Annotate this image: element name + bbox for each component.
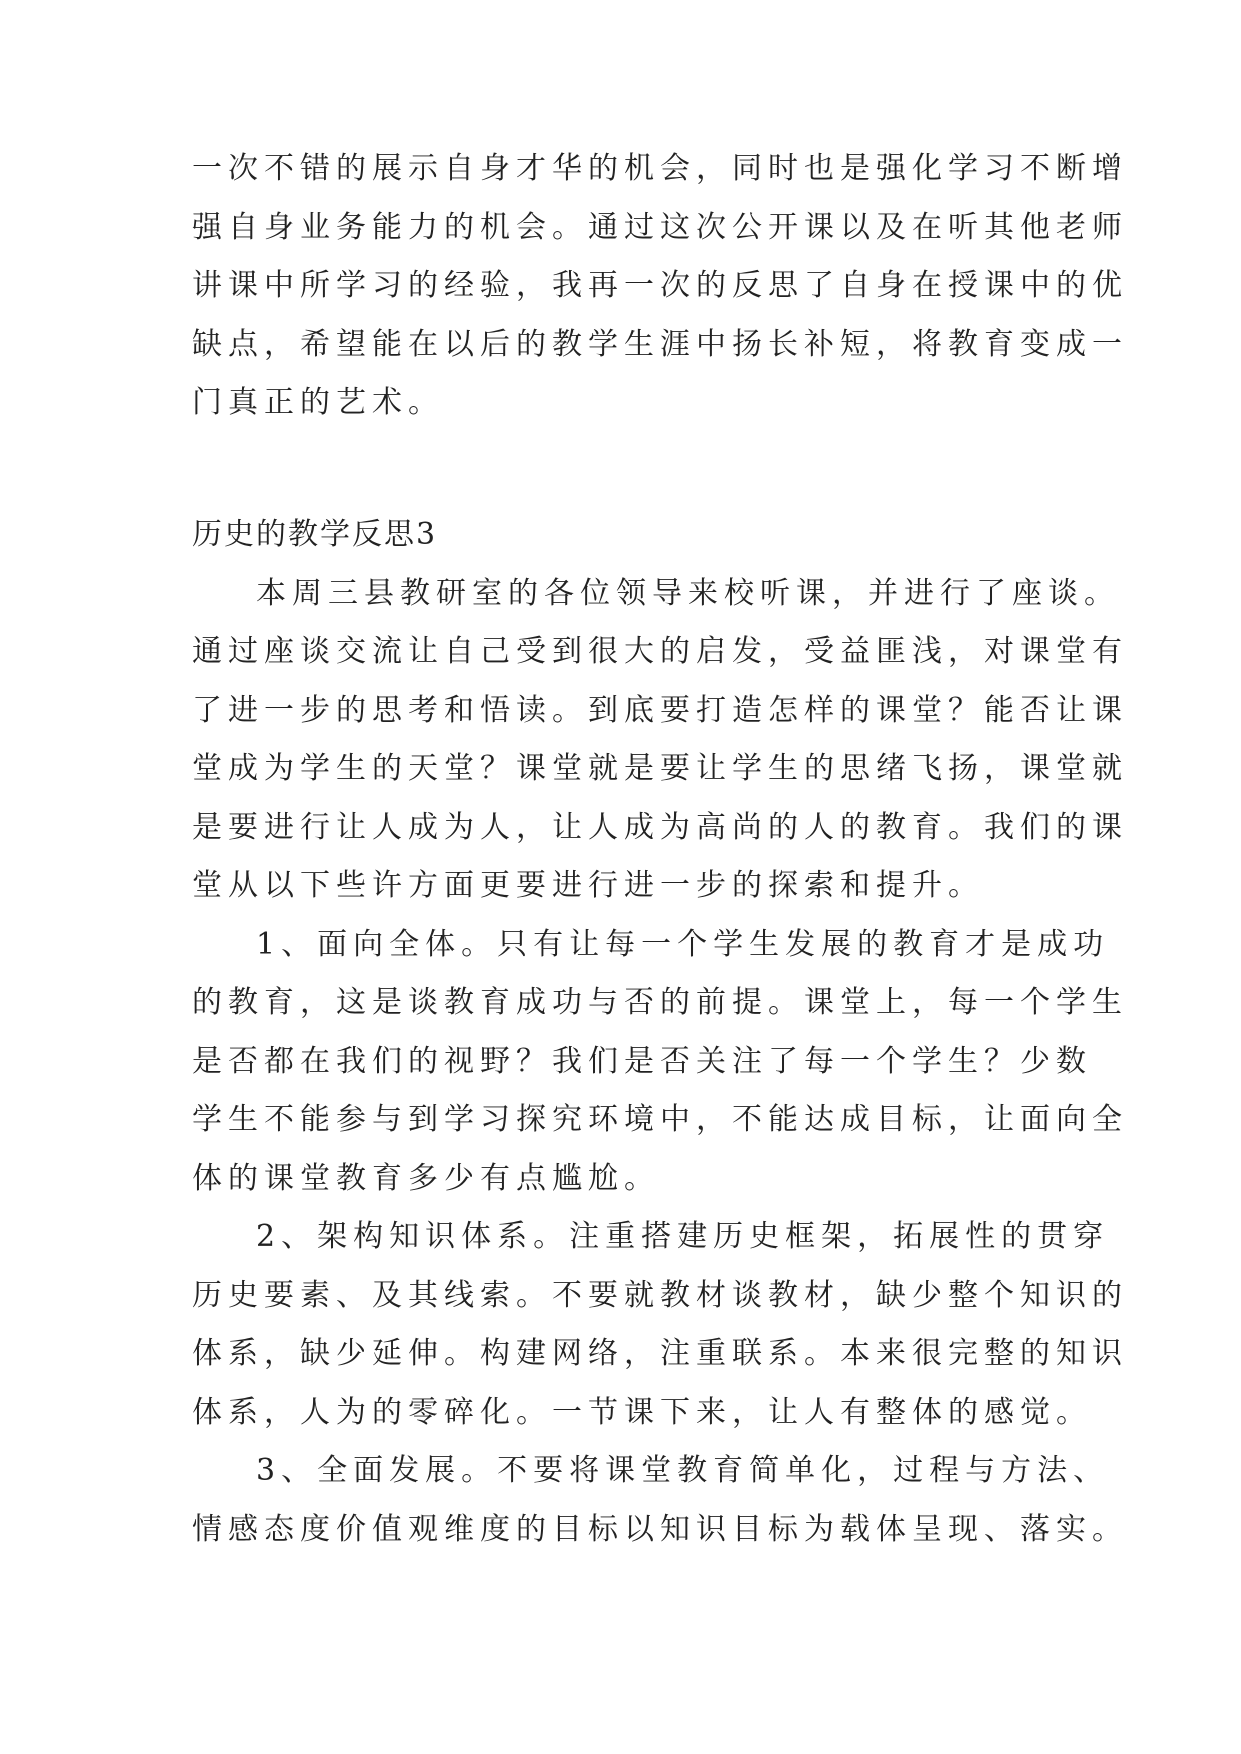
point1-line: 是否都在我们的视野？我们是否关注了每一个学生？少数 (192, 1044, 1092, 1079)
paragraph-line: 通过座谈交流让自己受到很大的启发，受益匪浅，对课堂有 (192, 634, 1128, 669)
point1-line: 学生不能参与到学习探究环境中，不能达成目标，让面向全 (192, 1102, 1128, 1137)
section-title: 历史的教学反思3 (192, 517, 438, 552)
point1-line: 的教育，这是谈教育成功与否的前提。课堂上，每一个学生 (192, 985, 1128, 1020)
point3-line: 情感态度价值观维度的目标以知识目标为载体呈现、落实。 (192, 1512, 1128, 1547)
point2-line: 历史要素、及其线索。不要就教材谈教材，缺少整个知识的 (192, 1278, 1128, 1313)
intro-line: 门真正的艺术。 (192, 385, 444, 420)
point1-line: 1、面向全体。只有让每一个学生发展的教育才是成功 (256, 927, 1110, 962)
paragraph-line: 本周三县教研室的各位领导来校听课，并进行了座谈。 (256, 576, 1120, 611)
intro-line: 讲课中所学习的经验，我再一次的反思了自身在授课中的优 (192, 268, 1128, 303)
point2-line: 体系，人为的零碎化。一节课下来，让人有整体的感觉。 (192, 1395, 1092, 1430)
point1-line: 体的课堂教育多少有点尴尬。 (192, 1161, 660, 1196)
intro-line: 强自身业务能力的机会。通过这次公开课以及在听其他老师 (192, 210, 1128, 245)
paragraph-line: 堂成为学生的天堂？课堂就是要让学生的思绪飞扬，课堂就 (192, 751, 1128, 786)
paragraph-line: 是要进行让人成为人，让人成为高尚的人的教育。我们的课 (192, 810, 1128, 845)
point2-line: 2、架构知识体系。注重搭建历史框架，拓展性的贯穿 (256, 1219, 1110, 1254)
intro-line: 缺点，希望能在以后的教学生涯中扬长补短，将教育变成一 (192, 327, 1128, 362)
point3-line: 3、全面发展。不要将课堂教育简单化，过程与方法、 (256, 1453, 1110, 1488)
point2-line: 体系，缺少延伸。构建网络，注重联系。本来很完整的知识 (192, 1336, 1128, 1371)
paragraph-line: 了进一步的思考和悟读。到底要打造怎样的课堂？能否让课 (192, 693, 1128, 728)
intro-line: 一次不错的展示自身才华的机会，同时也是强化学习不断增 (192, 151, 1128, 186)
paragraph-line: 堂从以下些许方面更要进行进一步的探索和提升。 (192, 868, 984, 903)
